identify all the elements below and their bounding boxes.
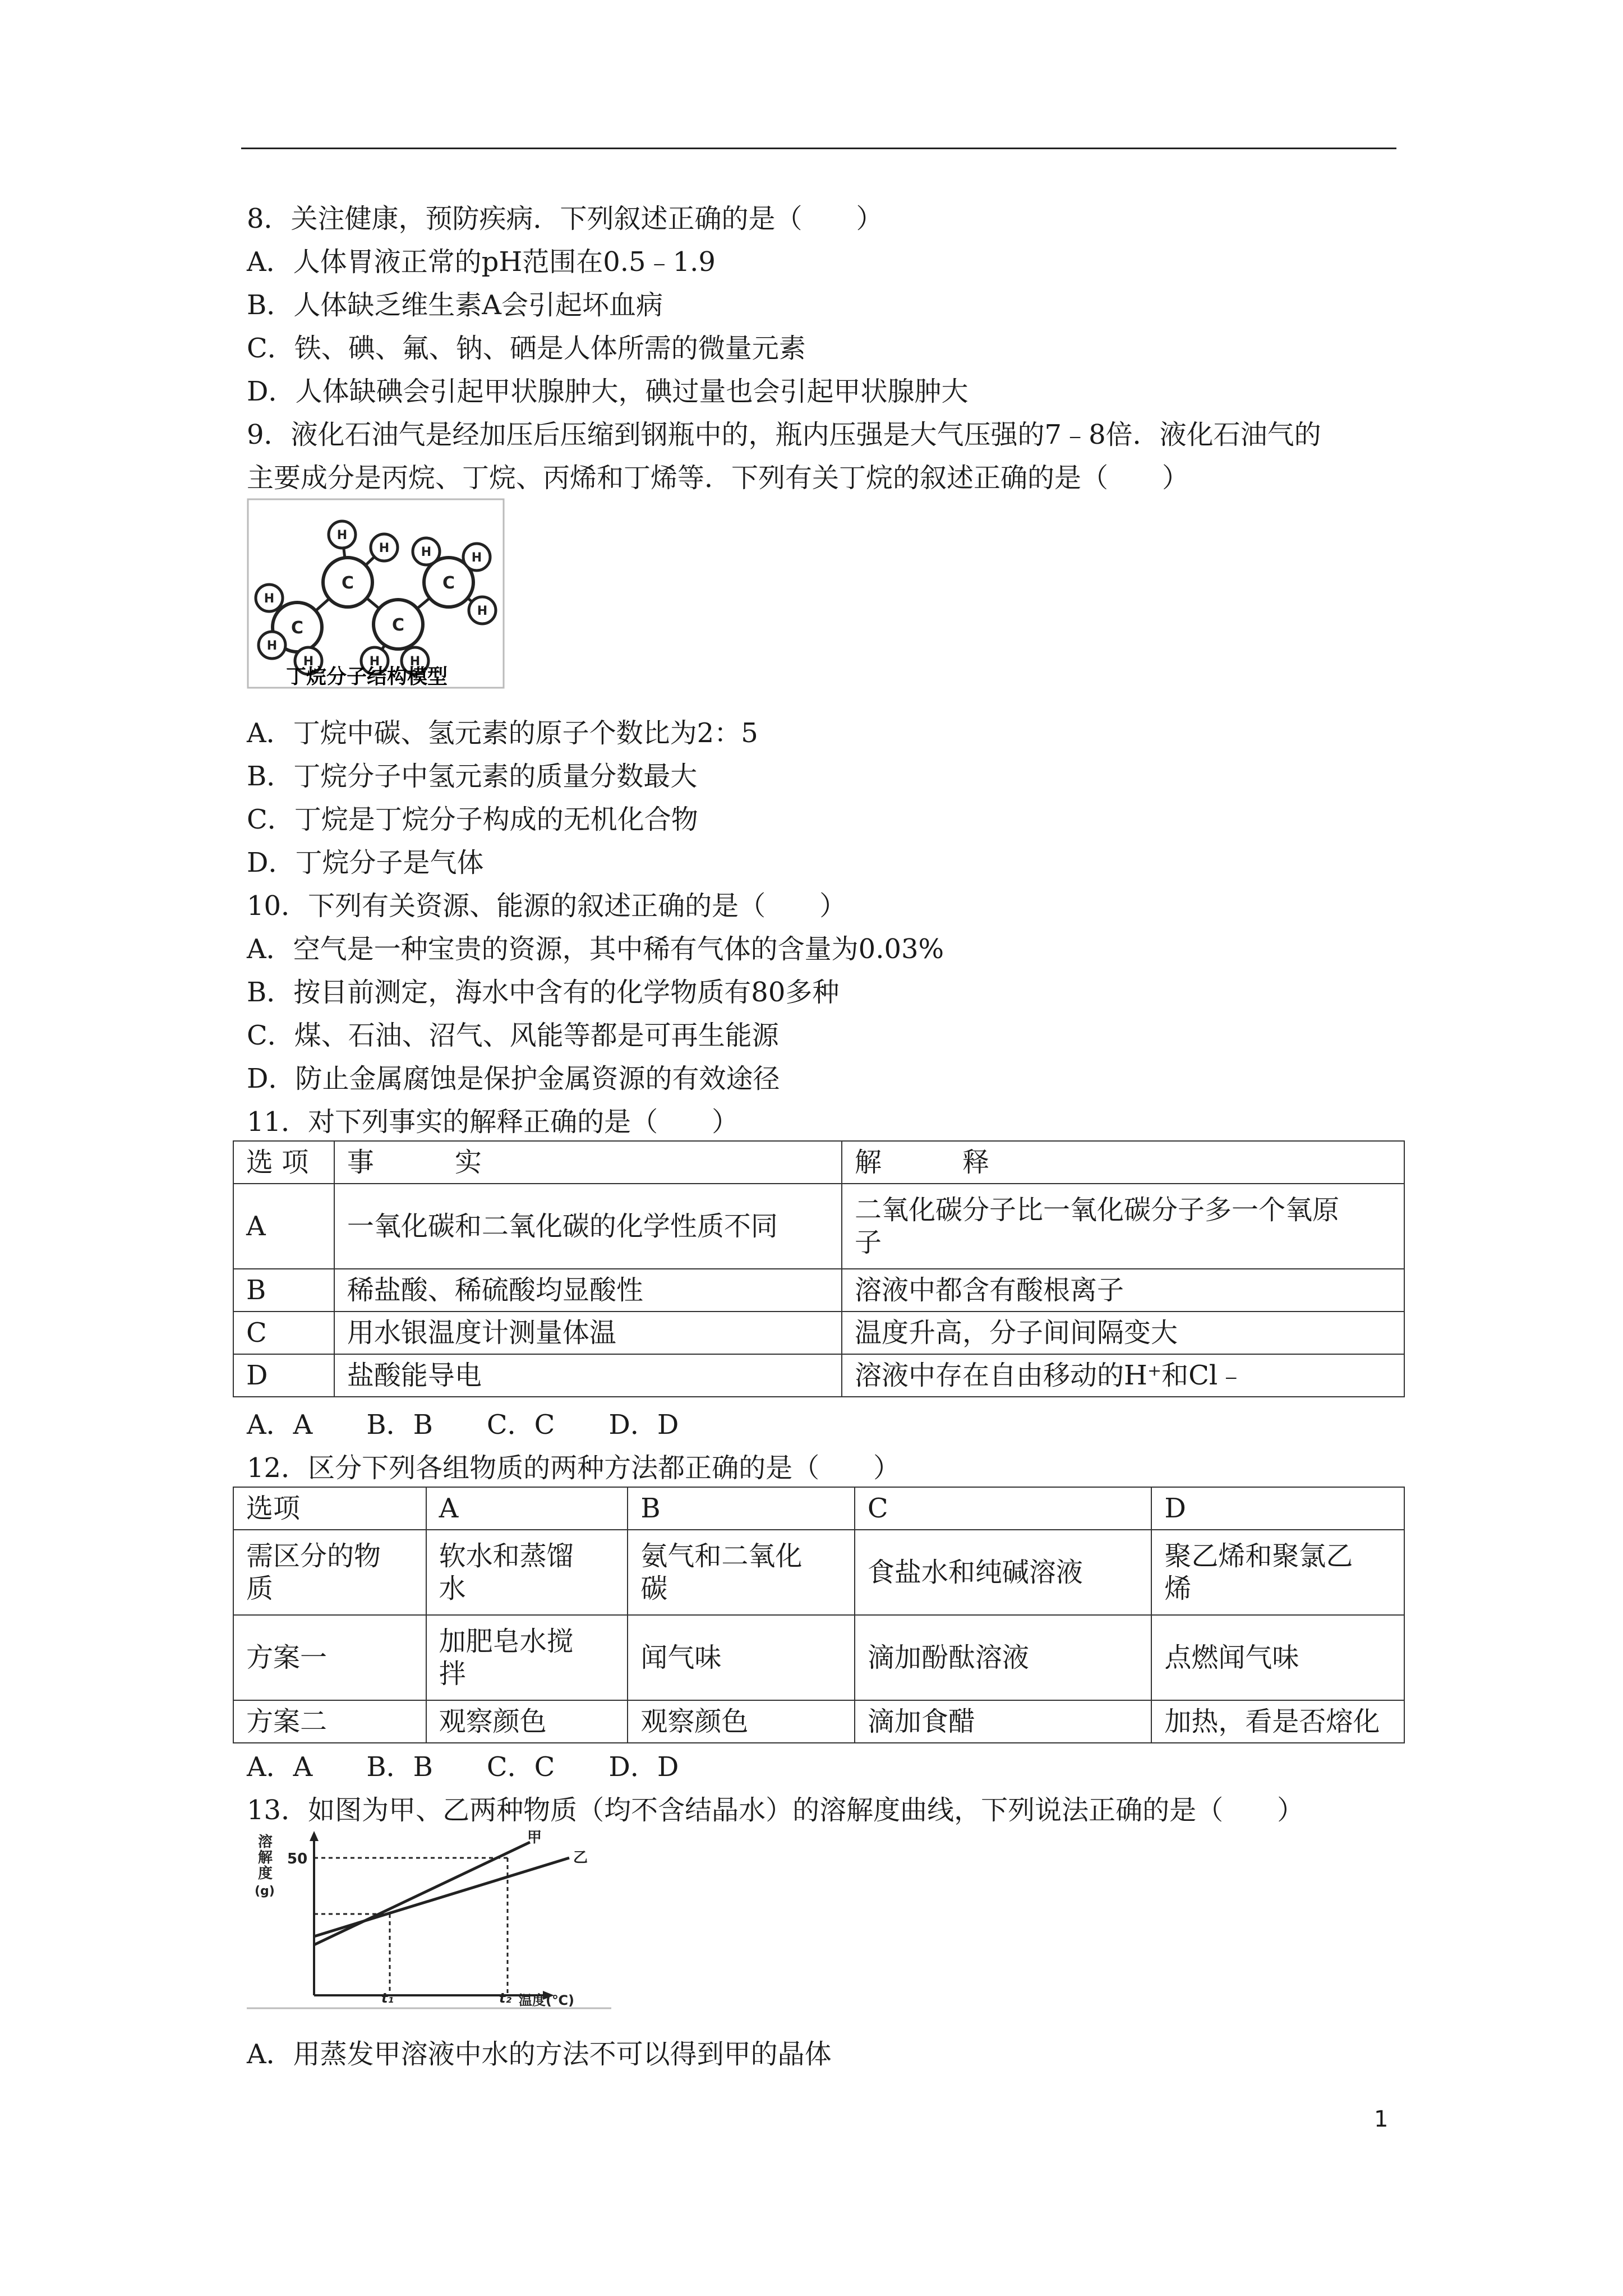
table-cell: 滴加食醋 bbox=[855, 1700, 1151, 1743]
table-row bbox=[233, 1354, 1404, 1397]
solubility-curve-figure bbox=[247, 1830, 611, 2009]
q10-option-d: D．防止金属腐蚀是保护金属资源的有效途径 bbox=[247, 1063, 780, 1094]
cell-line: 软水和蒸馏 bbox=[439, 1540, 574, 1572]
header-rule bbox=[241, 148, 1396, 149]
q8-option-b: B．人体缺乏维生素A会引起坏血病 bbox=[247, 289, 663, 321]
table-cell: 溶液中都含有酸根离子 bbox=[842, 1269, 1404, 1312]
atom-label-h: H bbox=[336, 528, 348, 542]
q8-option-d: D．人体缺碘会引起甲状腺肿大，碘过量也会引起甲状腺肿大 bbox=[247, 376, 969, 407]
q9-option-c: C．丁烷是丁烷分子构成的无机化合物 bbox=[247, 804, 698, 835]
table-row bbox=[233, 1700, 1404, 1743]
table-cell: 方案二 bbox=[233, 1700, 426, 1743]
atom-label-h: H bbox=[266, 639, 278, 653]
table-cell: 一氧化碳和二氧化碳的化学性质不同 bbox=[334, 1184, 842, 1269]
table-header-cell: B bbox=[628, 1487, 855, 1530]
atom-label-h: H bbox=[264, 592, 275, 606]
cell-line: 需区分的物 bbox=[246, 1540, 381, 1572]
atom-label-h: H bbox=[477, 604, 488, 618]
q9-option-d: D．丁烷分子是气体 bbox=[247, 847, 484, 878]
table-cell: 食盐水和纯碱溶液 bbox=[855, 1530, 1151, 1615]
table-header-cell: 解 释 bbox=[842, 1141, 1404, 1184]
x-tick-label: t₁ bbox=[381, 1990, 394, 2006]
butane-molecule-figure bbox=[247, 498, 505, 689]
table-cell bbox=[842, 1184, 1404, 1269]
figure-caption: 丁烷分子结构模型 bbox=[286, 665, 448, 688]
table-cell: 点燃闻气味 bbox=[1151, 1615, 1404, 1700]
cell-line: 氨气和二氧化 bbox=[640, 1540, 803, 1572]
table-cell: C bbox=[233, 1312, 334, 1354]
y-axis-label: 解 bbox=[258, 1849, 273, 1866]
table-header-cell: 选 项 bbox=[233, 1141, 334, 1184]
cell-line: 聚乙烯和聚氯乙 bbox=[1164, 1540, 1353, 1572]
q8-option-a: A．人体胃液正常的pH范围在0.5﹣1.9 bbox=[247, 246, 716, 278]
table-cell: 观察颜色 bbox=[628, 1700, 855, 1743]
table-cell: 方案一 bbox=[233, 1615, 426, 1700]
q8-option-c: C．铁、碘、氟、钠、硒是人体所需的微量元素 bbox=[247, 333, 806, 364]
table-header-cell: 选项 bbox=[233, 1487, 426, 1530]
table-row bbox=[233, 1184, 1404, 1269]
table-cell: 稀盐酸、稀硫酸均显酸性 bbox=[334, 1269, 842, 1312]
table-cell bbox=[628, 1530, 855, 1615]
cell-line: 碳 bbox=[640, 1573, 668, 1604]
y-axis-label: 溶 bbox=[258, 1834, 273, 1851]
table-cell: 盐酸能导电 bbox=[334, 1354, 842, 1397]
q10-option-c: C．煤、石油、沼气、风能等都是可再生能源 bbox=[247, 1020, 779, 1051]
table-cell bbox=[426, 1615, 628, 1700]
table-cell: 温度升高，分子间间隔变大 bbox=[842, 1312, 1404, 1354]
table-cell: 加热，看是否熔化 bbox=[1151, 1700, 1404, 1743]
series-jia-label: 甲 bbox=[527, 1830, 542, 1846]
table-cell bbox=[426, 1530, 628, 1615]
q9-stem-line1: 9．液化石油气是经加压后压缩到钢瓶中的，瓶内压强是大气压强的7﹣8倍．液化石油气的 bbox=[247, 419, 1321, 450]
cell-line: 质 bbox=[246, 1573, 274, 1604]
cell-line: 烯 bbox=[1164, 1573, 1192, 1604]
q10-stem: 10．下列有关资源、能源的叙述正确的是（ ） bbox=[247, 890, 847, 922]
table-header-cell: A bbox=[426, 1487, 628, 1530]
table-cell: B bbox=[233, 1269, 334, 1312]
page-number: 1 bbox=[1374, 2106, 1389, 2132]
atom-label-h: H bbox=[421, 545, 432, 559]
table-cell bbox=[1151, 1530, 1404, 1615]
cell-line: 二氧化碳分子比一氧化碳分子多一个氧原 bbox=[854, 1194, 1339, 1226]
atom-label-c: C bbox=[442, 573, 455, 593]
x-tick-label: t₂ bbox=[499, 1990, 511, 2006]
atom-label-h: H bbox=[409, 655, 421, 669]
q11-table bbox=[233, 1140, 1405, 1397]
table-header-row bbox=[233, 1487, 1404, 1530]
atom-label-h: H bbox=[379, 541, 390, 555]
table-header-cell: C bbox=[855, 1487, 1151, 1530]
table-row bbox=[233, 1615, 1404, 1700]
atom-label-h: H bbox=[303, 655, 314, 669]
q12-stem: 12．区分下列各组物质的两种方法都正确的是（ ） bbox=[247, 1452, 901, 1484]
table-header-row bbox=[233, 1141, 1404, 1184]
table-header-cell: 事 实 bbox=[334, 1141, 842, 1184]
series-yi-label: 乙 bbox=[573, 1849, 588, 1866]
cell-line: 水 bbox=[439, 1573, 466, 1604]
table-cell: 用水银温度计测量体温 bbox=[334, 1312, 842, 1354]
q9-option-a: A．丁烷中碳、氢元素的原子个数比为2：5 bbox=[247, 717, 758, 749]
table-cell: 观察颜色 bbox=[426, 1700, 628, 1743]
q9-option-b: B．丁烷分子中氢元素的质量分数最大 bbox=[247, 761, 698, 792]
q13-option-a: A．用蒸发甲溶液中水的方法不可以得到甲的晶体 bbox=[247, 2039, 832, 2070]
q10-option-a: A．空气是一种宝贵的资源，其中稀有气体的含量为0.03% bbox=[247, 933, 944, 965]
atom-label-c: C bbox=[291, 618, 304, 638]
atom-label-c: C bbox=[341, 573, 354, 593]
table-cell: 溶液中存在自由移动的H⁺和Cl﹣ bbox=[842, 1354, 1404, 1397]
atom-label-c: C bbox=[391, 615, 405, 635]
table-cell: 闻气味 bbox=[628, 1615, 855, 1700]
q8-stem: 8．关注健康，预防疾病．下列叙述正确的是（ ） bbox=[247, 203, 883, 234]
table-cell: 滴加酚酞溶液 bbox=[855, 1615, 1151, 1700]
q12-table bbox=[233, 1487, 1405, 1743]
cell-line: 子 bbox=[854, 1227, 882, 1258]
q9-stem-line2: 主要成分是丙烷、丁烷、丙烯和丁烯等．下列有关丁烷的叙述正确的是（ ） bbox=[247, 462, 1189, 494]
q12-options: A．A B．B C．C D．D bbox=[247, 1751, 679, 1783]
table-cell bbox=[233, 1530, 426, 1615]
y-axis-label: (g) bbox=[255, 1884, 275, 1898]
table-cell: A bbox=[233, 1184, 334, 1269]
table-header-cell: D bbox=[1151, 1487, 1404, 1530]
y-axis-label: 度 bbox=[258, 1865, 273, 1882]
x-axis-label: 温度(℃) bbox=[519, 1993, 574, 2008]
cell-line: 拌 bbox=[439, 1658, 466, 1690]
q10-option-b: B．按目前测定，海水中含有的化学物质有80多种 bbox=[247, 977, 840, 1008]
y-tick-label: 50 bbox=[287, 1851, 308, 1867]
q11-stem: 11．对下列事实的解释正确的是（ ） bbox=[247, 1106, 739, 1138]
cell-line: 加肥皂水搅 bbox=[439, 1626, 574, 1657]
q11-options: A．A B．B C．C D．D bbox=[247, 1409, 679, 1441]
table-cell: D bbox=[233, 1354, 334, 1397]
atom-label-h: H bbox=[369, 655, 380, 669]
table-row bbox=[233, 1312, 1404, 1354]
atom-label-h: H bbox=[471, 551, 482, 565]
table-row bbox=[233, 1269, 1404, 1312]
q13-stem: 13．如图为甲、乙两种物质（均不含结晶水）的溶解度曲线，下列说法正确的是（ ） bbox=[247, 1795, 1304, 1826]
table-row bbox=[233, 1530, 1404, 1615]
